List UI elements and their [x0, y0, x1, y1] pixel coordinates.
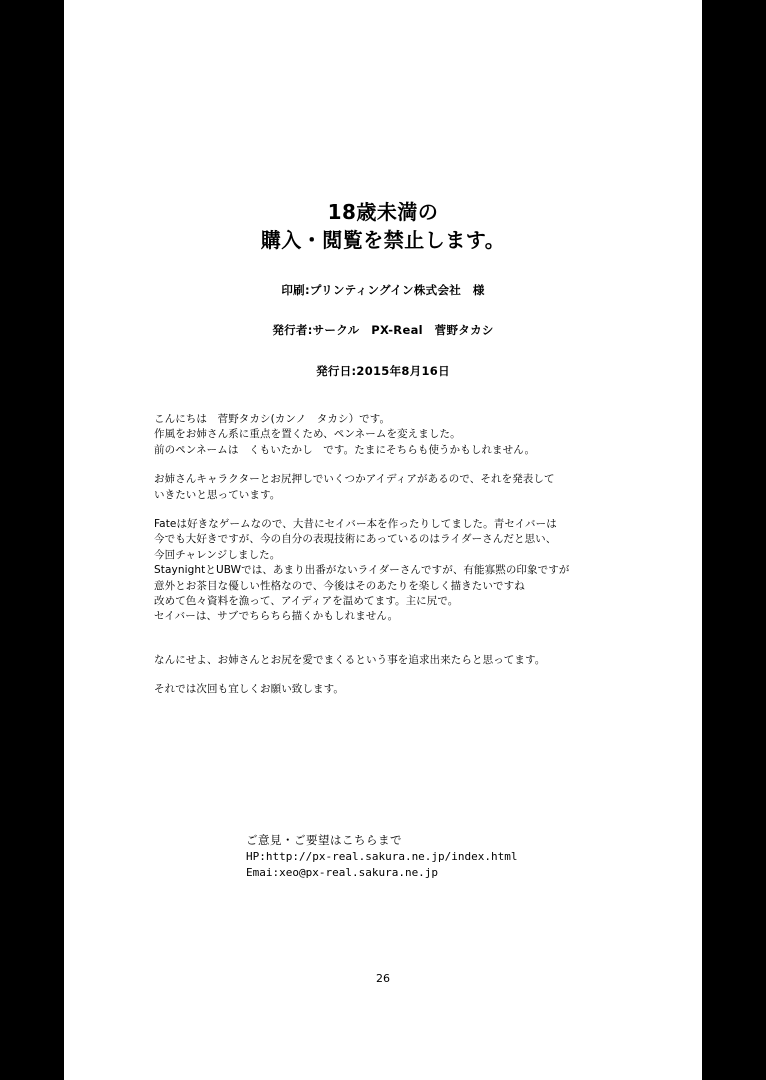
- afterword-text: [154, 412, 624, 698]
- contact-email[interactable]: Emai:xeo@px-real.sakura.ne.jp: [246, 866, 439, 879]
- notice-line-1: 18歳未満の: [327, 200, 439, 224]
- contact-homepage[interactable]: HP:http://px-real.sakura.ne.jp/index.html: [246, 850, 518, 863]
- afterword-p1-line-3: 前のペンネームは くもいたかし です。たまにそちらも使うかもしれません。: [154, 443, 536, 456]
- contact-block: [246, 832, 686, 881]
- publisher-credit: 発行者:サークル PX-Real 菅野タカシ: [272, 323, 494, 337]
- afterword-paragraph-4: なんにせよ、お姉さんとお尻を愛でまくるという事を追求出来たらと思ってます。: [154, 653, 546, 666]
- afterword-p1-line-2: 作風をお姉さん系に重点を置くため、ペンネームを変えました。: [154, 428, 461, 441]
- afterword-p3-line-5: 意外とお茶目な優しい性格なので、今後はそのあたりを楽しく描きたいですね: [154, 579, 525, 592]
- afterword-paragraph-5: それでは次回も宜しくお願い致します。: [154, 683, 344, 696]
- publication-date: 発行日:2015年8月16日: [316, 364, 450, 378]
- paragraph-spacer: [154, 639, 624, 653]
- notice-line-2: 購入・閲覧を禁止します。: [260, 228, 506, 252]
- age-restriction-notice: [64, 198, 702, 254]
- afterword-paragraph-1: [154, 412, 624, 458]
- afterword-p1-line-1: こんにちは 菅野タカシ(カンノ タカシ）です。: [154, 413, 391, 425]
- afterword-paragraph-2: [154, 472, 624, 503]
- afterword-p3-line-2: 今でも大好きですが、今の自分の表現技術にあっているのはライダーさんだと思い、: [154, 533, 557, 546]
- afterword-paragraph-3: [154, 517, 624, 625]
- afterword-p3-line-6: 改めて色々資料を漁って、アイディアを温めてます。主に尻で。: [154, 595, 459, 608]
- afterword-p3-line-3: 今回チャレンジしました。: [154, 548, 281, 561]
- colophon-credits: [64, 282, 702, 379]
- page-canvas: [64, 0, 702, 1080]
- page-number: 26: [376, 972, 390, 985]
- afterword-p3-line-1: Fateは好きなゲームなので、大昔にセイバー本を作ったりしてました。青セイバーは: [154, 518, 557, 531]
- contact-heading: ご意見・ご要望はこちらまで: [246, 833, 402, 847]
- afterword-p2-line-1: お姉さんキャラクターとお尻押しでいくつかアイディアがあるので、それを発表して: [154, 473, 555, 486]
- printer-credit: 印刷:プリンティングイン株式会社 様: [281, 283, 485, 297]
- afterword-p3-line-4: StaynightとUBWでは、あまり出番がないライダーさんですが、有能寡黙の印象ですが: [154, 564, 570, 577]
- afterword-p2-line-2: いきたいと思っています。: [154, 488, 281, 501]
- afterword-p3-line-7: セイバーは、サブでちらちら描くかもしれません。: [154, 610, 399, 623]
